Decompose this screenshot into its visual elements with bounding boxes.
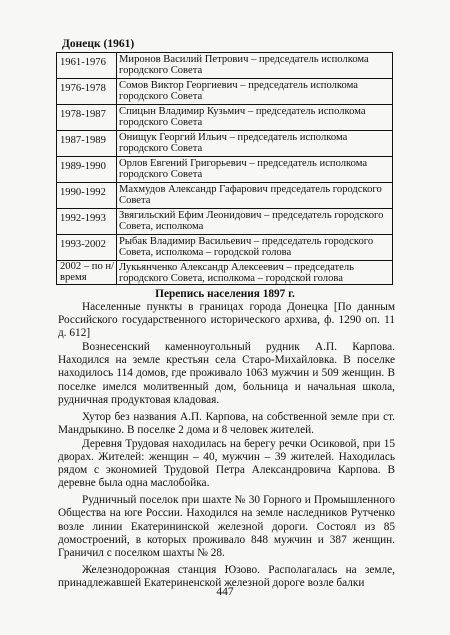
- description-cell: Лукьянченко Александр Алексеевич – председатель городского Совета, исполкома – городской голова: [117, 261, 393, 285]
- years-cell: 1993-2002: [57, 235, 117, 261]
- years-cell: 2002 – по н/время: [57, 261, 117, 285]
- section-title: Перепись населения 1897 г.: [155, 288, 295, 300]
- table-row: [57, 105, 393, 131]
- table-row: [57, 183, 393, 209]
- table-row: [57, 79, 393, 105]
- paragraph: Деревня Трудовая находилась на берегу речки Осиковой, при 15 дворах. Жителей: женщин – 40, мужчин – 39 жителей. Находилась рядом с экономией Трудовой Петра Александровича Карпова. В деревне была одна маслобойка.: [58, 437, 395, 490]
- description-cell: Рыбак Владимир Васильевич – председатель городского Совета, исполкома – городской голова: [117, 235, 393, 261]
- description-cell: Орлов Евгений Григорьевич – председатель исполкома городского Совета: [117, 157, 393, 183]
- description-cell: Сомов Виктор Георгиевич – председатель исполкома городского Совета: [117, 79, 393, 105]
- description-cell: Миронов Василий Петрович – председатель исполкома городского Совета: [117, 53, 393, 79]
- body-text: [58, 301, 395, 594]
- table-row: [57, 261, 393, 285]
- paragraph: Рудничный поселок при шахте № 30 Горного и Промышленного Общества на юге России. Находился на земле наследников Рутченко возле линии Екатерининской железной дороги. Состоял из 85 домостроений, в которых проживало 848 мужчин и 387 женщин. Граничил с поселком шахты № 28.: [58, 494, 395, 559]
- description-cell: Махмудов Александр Гафарович председатель городского Совета: [117, 183, 393, 209]
- years-cell: 1987-1989: [57, 131, 117, 157]
- table-row: [57, 157, 393, 183]
- description-cell: Онищук Георгий Ильич – председатель исполкома городского Совета: [117, 131, 393, 157]
- paragraph: Населенные пункты в границах города Донецка [По данным Российского государственного исторического архива, ф. 1290 оп. 11 д. 612]: [58, 301, 395, 340]
- description-cell: Спицын Владимир Кузьмич – председатель исполкома городского Совета: [117, 105, 393, 131]
- paragraph: Хутор без названия А.П. Карпова, на собственной земле при ст. Мандрыкино. В поселке 2 дома и 8 человек жителей.: [58, 410, 395, 436]
- years-cell: 1989-1990: [57, 157, 117, 183]
- years-cell: 1990-1992: [57, 183, 117, 209]
- table-row: [57, 53, 393, 79]
- rulers-table: [56, 52, 393, 285]
- table-row: [57, 235, 393, 261]
- years-cell: 1992-1993: [57, 209, 117, 235]
- table-row: [57, 131, 393, 157]
- page-number: 447: [216, 586, 234, 598]
- years-cell: 1978-1987: [57, 105, 117, 131]
- table-row: [57, 209, 393, 235]
- years-cell: 1976-1978: [57, 79, 117, 105]
- description-cell: Звягильский Ефим Леонидович – председатель городского Совета, исполкома: [117, 209, 393, 235]
- city-heading: Донецк (1961): [62, 38, 135, 50]
- paragraph: Вознесенский каменноугольный рудник А.П. Карпова. Находился на земле крестьян села Старо-Михайловка. В поселке находилось 114 домов, где проживало 1063 мужчин и 509 женщин. В поселке имелся молитвенный дом, больница и начальная школа, рудничная продуктовая кладовая.: [58, 341, 395, 406]
- paragraph: Железнодорожная станция Юзово. Располагалась на земле, принадлежавшей Екатериненской железной дороге возле балки: [58, 563, 395, 589]
- years-cell: 1961-1976: [57, 53, 117, 79]
